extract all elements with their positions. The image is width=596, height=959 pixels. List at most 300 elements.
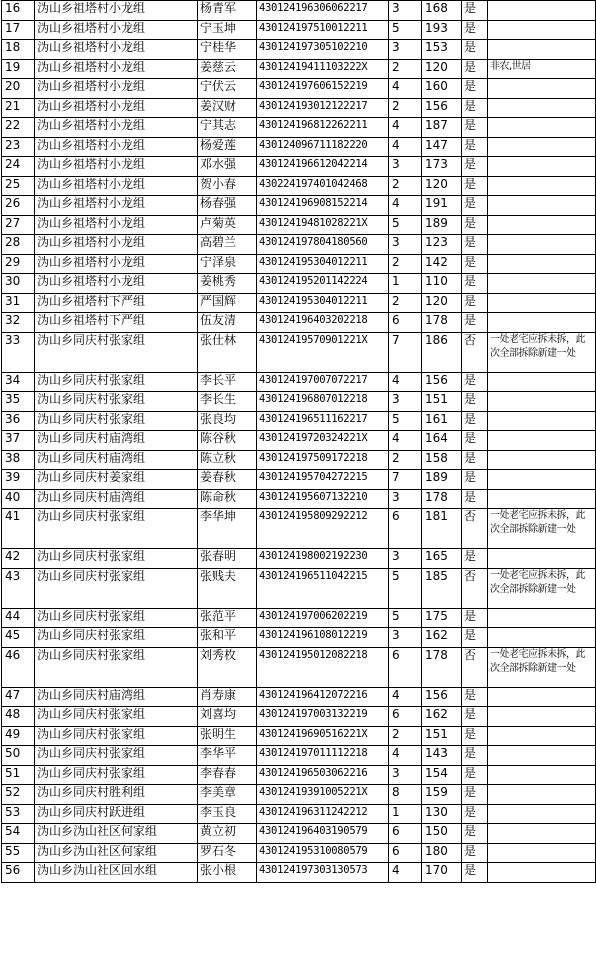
household-size-cell: 1 xyxy=(389,804,422,824)
household-size-cell: 2 xyxy=(389,59,422,79)
name-cell: 李华坤 xyxy=(198,509,257,549)
row-number-cell: 52 xyxy=(2,785,35,805)
note-cell xyxy=(488,608,596,628)
eligible-flag-cell: 是 xyxy=(462,392,488,412)
name-cell: 张良均 xyxy=(198,411,257,431)
address-cell: 沩山乡同庆村胜利组 xyxy=(35,785,198,805)
table-row xyxy=(2,707,596,727)
row-number-cell: 48 xyxy=(2,707,35,727)
table-row xyxy=(2,647,596,687)
eligible-flag-cell: 是 xyxy=(462,137,488,157)
household-size-cell: 3 xyxy=(389,235,422,255)
table-row xyxy=(2,804,596,824)
id-number-cell: 430124197510012211 xyxy=(257,20,389,40)
name-cell: 卢菊英 xyxy=(198,215,257,235)
eligible-flag-cell: 是 xyxy=(462,549,488,569)
address-cell: 沩山乡祖塔村小龙组 xyxy=(35,215,198,235)
address-cell: 沩山乡祖塔村小龙组 xyxy=(35,274,198,294)
note-cell: 一处老宅应拆未拆，此次全部拆除新建一处 xyxy=(488,568,596,608)
area-cell: 120 xyxy=(422,176,462,196)
table-row xyxy=(2,79,596,99)
area-cell: 181 xyxy=(422,509,462,549)
id-number-cell: 430124195809292212 xyxy=(257,509,389,549)
row-number-cell: 29 xyxy=(2,254,35,274)
id-number-cell: 430124195704272215 xyxy=(257,470,389,490)
id-number-cell: 430124195304012211 xyxy=(257,293,389,313)
id-number-cell: 430124196612042214 xyxy=(257,157,389,177)
area-cell: 158 xyxy=(422,450,462,470)
household-size-cell: 2 xyxy=(389,293,422,313)
table-row xyxy=(2,40,596,60)
eligible-flag-cell: 是 xyxy=(462,20,488,40)
row-number-cell: 34 xyxy=(2,372,35,392)
table-body xyxy=(2,1,596,883)
area-cell: 161 xyxy=(422,411,462,431)
id-number-cell: 430124196403202218 xyxy=(257,313,389,333)
id-number-cell: 430124195304012211 xyxy=(257,254,389,274)
eligible-flag-cell: 是 xyxy=(462,804,488,824)
household-size-cell: 8 xyxy=(389,785,422,805)
id-number-cell: 430124197003132219 xyxy=(257,707,389,727)
household-size-cell: 4 xyxy=(389,79,422,99)
id-number-cell: 430124196511162217 xyxy=(257,411,389,431)
row-number-cell: 37 xyxy=(2,431,35,451)
household-size-cell: 3 xyxy=(389,157,422,177)
household-size-cell: 5 xyxy=(389,608,422,628)
name-cell: 邓水强 xyxy=(198,157,257,177)
area-cell: 142 xyxy=(422,254,462,274)
row-number-cell: 45 xyxy=(2,628,35,648)
id-number-cell: 430124197007072217 xyxy=(257,372,389,392)
address-cell: 沩山乡同庆村张家组 xyxy=(35,332,198,372)
address-cell: 沩山乡同庆村张家组 xyxy=(35,746,198,766)
row-number-cell: 27 xyxy=(2,215,35,235)
name-cell: 杨春强 xyxy=(198,196,257,216)
table-row xyxy=(2,392,596,412)
eligible-flag-cell: 否 xyxy=(462,647,488,687)
eligible-flag-cell: 是 xyxy=(462,411,488,431)
eligible-flag-cell: 是 xyxy=(462,824,488,844)
note-cell xyxy=(488,40,596,60)
area-cell: 147 xyxy=(422,137,462,157)
eligible-flag-cell: 否 xyxy=(462,568,488,608)
table-row xyxy=(2,1,596,21)
name-cell: 杨爱莲 xyxy=(198,137,257,157)
row-number-cell: 35 xyxy=(2,392,35,412)
eligible-flag-cell: 是 xyxy=(462,79,488,99)
eligible-flag-cell: 是 xyxy=(462,707,488,727)
name-cell: 姜桃秀 xyxy=(198,274,257,294)
household-size-cell: 2 xyxy=(389,254,422,274)
row-number-cell: 23 xyxy=(2,137,35,157)
eligible-flag-cell: 是 xyxy=(462,196,488,216)
household-size-cell: 3 xyxy=(389,489,422,509)
household-size-cell: 4 xyxy=(389,746,422,766)
household-size-cell: 3 xyxy=(389,628,422,648)
id-number-cell: 430124196311242212 xyxy=(257,804,389,824)
name-cell: 李长平 xyxy=(198,372,257,392)
name-cell: 张小根 xyxy=(198,863,257,883)
eligible-flag-cell: 是 xyxy=(462,254,488,274)
eligible-flag-cell: 是 xyxy=(462,863,488,883)
id-number-cell: 430124196108012219 xyxy=(257,628,389,648)
address-cell: 沩山乡同庆村张家组 xyxy=(35,411,198,431)
eligible-flag-cell: 是 xyxy=(462,726,488,746)
id-number-cell: 430124196812262211 xyxy=(257,118,389,138)
name-cell: 李玉良 xyxy=(198,804,257,824)
area-cell: 120 xyxy=(422,59,462,79)
area-cell: 162 xyxy=(422,707,462,727)
address-cell: 沩山乡祖塔村小龙组 xyxy=(35,1,198,21)
row-number-cell: 54 xyxy=(2,824,35,844)
id-number-cell: 43012419570901221X xyxy=(257,332,389,372)
address-cell: 沩山乡同庆村张家组 xyxy=(35,568,198,608)
note-cell xyxy=(488,79,596,99)
row-number-cell: 32 xyxy=(2,313,35,333)
note-cell xyxy=(488,254,596,274)
eligible-flag-cell: 是 xyxy=(462,1,488,21)
id-number-cell: 43012419690516221X xyxy=(257,726,389,746)
row-number-cell: 55 xyxy=(2,843,35,863)
household-size-cell: 4 xyxy=(389,118,422,138)
table-row xyxy=(2,196,596,216)
address-cell: 沩山乡同庆村张家组 xyxy=(35,372,198,392)
id-number-cell: 430124195607132210 xyxy=(257,489,389,509)
name-cell: 刘喜均 xyxy=(198,707,257,727)
address-cell: 沩山乡同庆村张家组 xyxy=(35,647,198,687)
eligible-flag-cell: 是 xyxy=(462,608,488,628)
household-size-cell: 2 xyxy=(389,450,422,470)
row-number-cell: 16 xyxy=(2,1,35,21)
table-row xyxy=(2,628,596,648)
eligible-flag-cell: 是 xyxy=(462,746,488,766)
row-number-cell: 31 xyxy=(2,293,35,313)
address-cell: 沩山乡祖塔村小龙组 xyxy=(35,59,198,79)
id-number-cell: 430124196412072216 xyxy=(257,687,389,707)
note-cell xyxy=(488,431,596,451)
household-size-cell: 5 xyxy=(389,215,422,235)
table-row xyxy=(2,98,596,118)
id-number-cell: 43012419720324221X xyxy=(257,431,389,451)
id-number-cell: 430124196403190579 xyxy=(257,824,389,844)
household-size-cell: 4 xyxy=(389,863,422,883)
area-cell: 191 xyxy=(422,196,462,216)
area-cell: 178 xyxy=(422,489,462,509)
table-row xyxy=(2,431,596,451)
table-row xyxy=(2,450,596,470)
note-cell xyxy=(488,137,596,157)
area-cell: 110 xyxy=(422,274,462,294)
household-size-cell: 2 xyxy=(389,176,422,196)
id-number-cell: 43012419391005221X xyxy=(257,785,389,805)
note-cell xyxy=(488,274,596,294)
table-row xyxy=(2,411,596,431)
row-number-cell: 20 xyxy=(2,79,35,99)
address-cell: 沩山乡祖塔村小龙组 xyxy=(35,20,198,40)
address-cell: 沩山乡同庆村姜家组 xyxy=(35,470,198,490)
table-row xyxy=(2,568,596,608)
household-size-cell: 6 xyxy=(389,647,422,687)
name-cell: 李长生 xyxy=(198,392,257,412)
area-cell: 162 xyxy=(422,628,462,648)
name-cell: 宁伏云 xyxy=(198,79,257,99)
id-number-cell: 43012419411103222X xyxy=(257,59,389,79)
table-row xyxy=(2,313,596,333)
address-cell: 沩山乡同庆村张家组 xyxy=(35,707,198,727)
household-size-cell: 6 xyxy=(389,843,422,863)
name-cell: 高碧兰 xyxy=(198,235,257,255)
area-cell: 123 xyxy=(422,235,462,255)
address-cell: 沩山乡同庆村张家组 xyxy=(35,765,198,785)
eligible-flag-cell: 否 xyxy=(462,332,488,372)
id-number-cell: 430124193012122217 xyxy=(257,98,389,118)
eligible-flag-cell: 是 xyxy=(462,235,488,255)
table-row xyxy=(2,843,596,863)
name-cell: 李美章 xyxy=(198,785,257,805)
area-cell: 189 xyxy=(422,470,462,490)
eligible-flag-cell: 是 xyxy=(462,157,488,177)
address-cell: 沩山乡沩山社区何家组 xyxy=(35,824,198,844)
household-size-cell: 5 xyxy=(389,568,422,608)
eligible-flag-cell: 否 xyxy=(462,509,488,549)
address-cell: 沩山乡沩山社区何家组 xyxy=(35,843,198,863)
area-cell: 156 xyxy=(422,98,462,118)
note-cell xyxy=(488,824,596,844)
note-cell xyxy=(488,118,596,138)
area-cell: 156 xyxy=(422,687,462,707)
household-size-cell: 3 xyxy=(389,549,422,569)
row-number-cell: 26 xyxy=(2,196,35,216)
address-cell: 沩山乡同庆村庙湾组 xyxy=(35,431,198,451)
table-row xyxy=(2,332,596,372)
id-number-cell: 430124197305102210 xyxy=(257,40,389,60)
note-cell xyxy=(488,176,596,196)
table-row xyxy=(2,118,596,138)
name-cell: 刘秀枚 xyxy=(198,647,257,687)
table-row xyxy=(2,176,596,196)
household-size-cell: 3 xyxy=(389,392,422,412)
address-cell: 沩山乡祖塔村小龙组 xyxy=(35,254,198,274)
name-cell: 宁其志 xyxy=(198,118,257,138)
name-cell: 张明生 xyxy=(198,726,257,746)
table-row xyxy=(2,235,596,255)
row-number-cell: 56 xyxy=(2,863,35,883)
note-cell xyxy=(488,687,596,707)
name-cell: 罗石冬 xyxy=(198,843,257,863)
eligible-flag-cell: 是 xyxy=(462,687,488,707)
row-number-cell: 24 xyxy=(2,157,35,177)
id-number-cell: 430124197006202219 xyxy=(257,608,389,628)
table-row xyxy=(2,274,596,294)
note-cell xyxy=(488,293,596,313)
household-size-cell: 6 xyxy=(389,509,422,549)
area-cell: 189 xyxy=(422,215,462,235)
eligible-flag-cell: 是 xyxy=(462,118,488,138)
note-cell xyxy=(488,1,596,21)
row-number-cell: 49 xyxy=(2,726,35,746)
eligible-flag-cell: 是 xyxy=(462,843,488,863)
note-cell: 非农,世居 xyxy=(488,59,596,79)
area-cell: 150 xyxy=(422,824,462,844)
row-number-cell: 18 xyxy=(2,40,35,60)
address-cell: 沩山乡祖塔村小龙组 xyxy=(35,235,198,255)
eligible-flag-cell: 是 xyxy=(462,431,488,451)
household-size-cell: 4 xyxy=(389,196,422,216)
id-number-cell: 430124196306062217 xyxy=(257,1,389,21)
name-cell: 李春春 xyxy=(198,765,257,785)
household-size-cell: 3 xyxy=(389,40,422,60)
name-cell: 李华平 xyxy=(198,746,257,766)
row-number-cell: 21 xyxy=(2,98,35,118)
note-cell xyxy=(488,785,596,805)
row-number-cell: 39 xyxy=(2,470,35,490)
eligible-flag-cell: 是 xyxy=(462,489,488,509)
area-cell: 175 xyxy=(422,608,462,628)
table-row xyxy=(2,726,596,746)
eligible-flag-cell: 是 xyxy=(462,59,488,79)
table-row xyxy=(2,293,596,313)
row-number-cell: 41 xyxy=(2,509,35,549)
note-cell xyxy=(488,450,596,470)
id-number-cell: 43012419481028221X xyxy=(257,215,389,235)
row-number-cell: 22 xyxy=(2,118,35,138)
row-number-cell: 43 xyxy=(2,568,35,608)
note-cell: 一处老宅应拆未拆，此次全部拆除新建一处 xyxy=(488,509,596,549)
id-number-cell: 430124196908152214 xyxy=(257,196,389,216)
row-number-cell: 28 xyxy=(2,235,35,255)
address-cell: 沩山乡祖塔村下严组 xyxy=(35,293,198,313)
table-row xyxy=(2,157,596,177)
area-cell: 143 xyxy=(422,746,462,766)
area-cell: 164 xyxy=(422,431,462,451)
name-cell: 姜汉财 xyxy=(198,98,257,118)
row-number-cell: 17 xyxy=(2,20,35,40)
name-cell: 姜慈云 xyxy=(198,59,257,79)
note-cell xyxy=(488,411,596,431)
area-cell: 165 xyxy=(422,549,462,569)
area-cell: 193 xyxy=(422,20,462,40)
name-cell: 宁玉坤 xyxy=(198,20,257,40)
area-cell: 159 xyxy=(422,785,462,805)
table-row xyxy=(2,785,596,805)
id-number-cell: 430124195310080579 xyxy=(257,843,389,863)
address-cell: 沩山乡沩山社区回水组 xyxy=(35,863,198,883)
table-row xyxy=(2,215,596,235)
note-cell xyxy=(488,707,596,727)
row-number-cell: 38 xyxy=(2,450,35,470)
note-cell xyxy=(488,313,596,333)
table-row xyxy=(2,254,596,274)
name-cell: 宁桂华 xyxy=(198,40,257,60)
eligible-flag-cell: 是 xyxy=(462,313,488,333)
note-cell xyxy=(488,157,596,177)
household-size-cell: 3 xyxy=(389,765,422,785)
table-row xyxy=(2,687,596,707)
note-cell: 一处老宅应拆未拆，此次全部拆除新建一处 xyxy=(488,332,596,372)
address-cell: 沩山乡同庆村庙湾组 xyxy=(35,450,198,470)
note-cell xyxy=(488,726,596,746)
address-cell: 沩山乡祖塔村下严组 xyxy=(35,313,198,333)
note-cell xyxy=(488,746,596,766)
note-cell xyxy=(488,20,596,40)
id-number-cell: 430124196807012218 xyxy=(257,392,389,412)
name-cell: 严国辉 xyxy=(198,293,257,313)
address-cell: 沩山乡同庆村张家组 xyxy=(35,726,198,746)
table-row xyxy=(2,470,596,490)
id-number-cell: 430124197303130573 xyxy=(257,863,389,883)
table-row xyxy=(2,608,596,628)
area-cell: 160 xyxy=(422,79,462,99)
row-number-cell: 19 xyxy=(2,59,35,79)
table-row xyxy=(2,59,596,79)
eligible-flag-cell: 是 xyxy=(462,98,488,118)
note-cell xyxy=(488,215,596,235)
id-number-cell: 430124197606152219 xyxy=(257,79,389,99)
area-cell: 178 xyxy=(422,313,462,333)
address-cell: 沩山乡祖塔村小龙组 xyxy=(35,196,198,216)
name-cell: 杨青军 xyxy=(198,1,257,21)
area-cell: 186 xyxy=(422,332,462,372)
area-cell: 153 xyxy=(422,40,462,60)
household-size-cell: 5 xyxy=(389,411,422,431)
note-cell xyxy=(488,843,596,863)
address-cell: 沩山乡同庆村张家组 xyxy=(35,628,198,648)
household-size-cell: 2 xyxy=(389,98,422,118)
table-row xyxy=(2,20,596,40)
row-number-cell: 25 xyxy=(2,176,35,196)
eligible-flag-cell: 是 xyxy=(462,293,488,313)
household-size-cell: 6 xyxy=(389,707,422,727)
household-table xyxy=(1,0,596,883)
row-number-cell: 53 xyxy=(2,804,35,824)
name-cell: 张仕林 xyxy=(198,332,257,372)
address-cell: 沩山乡同庆村张家组 xyxy=(35,608,198,628)
eligible-flag-cell: 是 xyxy=(462,372,488,392)
address-cell: 沩山乡祖塔村小龙组 xyxy=(35,137,198,157)
area-cell: 120 xyxy=(422,293,462,313)
id-number-cell: 430124197509172218 xyxy=(257,450,389,470)
eligible-flag-cell: 是 xyxy=(462,40,488,60)
household-size-cell: 4 xyxy=(389,431,422,451)
eligible-flag-cell: 是 xyxy=(462,470,488,490)
household-size-cell: 7 xyxy=(389,470,422,490)
name-cell: 贺小春 xyxy=(198,176,257,196)
household-size-cell: 4 xyxy=(389,137,422,157)
address-cell: 沩山乡同庆村张家组 xyxy=(35,549,198,569)
address-cell: 沩山乡同庆村张家组 xyxy=(35,392,198,412)
note-cell xyxy=(488,196,596,216)
address-cell: 沩山乡祖塔村小龙组 xyxy=(35,157,198,177)
name-cell: 肖寿康 xyxy=(198,687,257,707)
id-number-cell: 430124195201142224 xyxy=(257,274,389,294)
table-row xyxy=(2,824,596,844)
address-cell: 沩山乡同庆村张家组 xyxy=(35,509,198,549)
id-number-cell: 430124096711182220 xyxy=(257,137,389,157)
address-cell: 沩山乡同庆村庙湾组 xyxy=(35,687,198,707)
row-number-cell: 33 xyxy=(2,332,35,372)
row-number-cell: 51 xyxy=(2,765,35,785)
note-cell xyxy=(488,765,596,785)
id-number-cell: 430124197804180560 xyxy=(257,235,389,255)
note-cell xyxy=(488,235,596,255)
note-cell xyxy=(488,372,596,392)
address-cell: 沩山乡祖塔村小龙组 xyxy=(35,79,198,99)
table-row xyxy=(2,372,596,392)
table-row xyxy=(2,489,596,509)
area-cell: 173 xyxy=(422,157,462,177)
area-cell: 151 xyxy=(422,726,462,746)
id-number-cell: 430124196503062216 xyxy=(257,765,389,785)
